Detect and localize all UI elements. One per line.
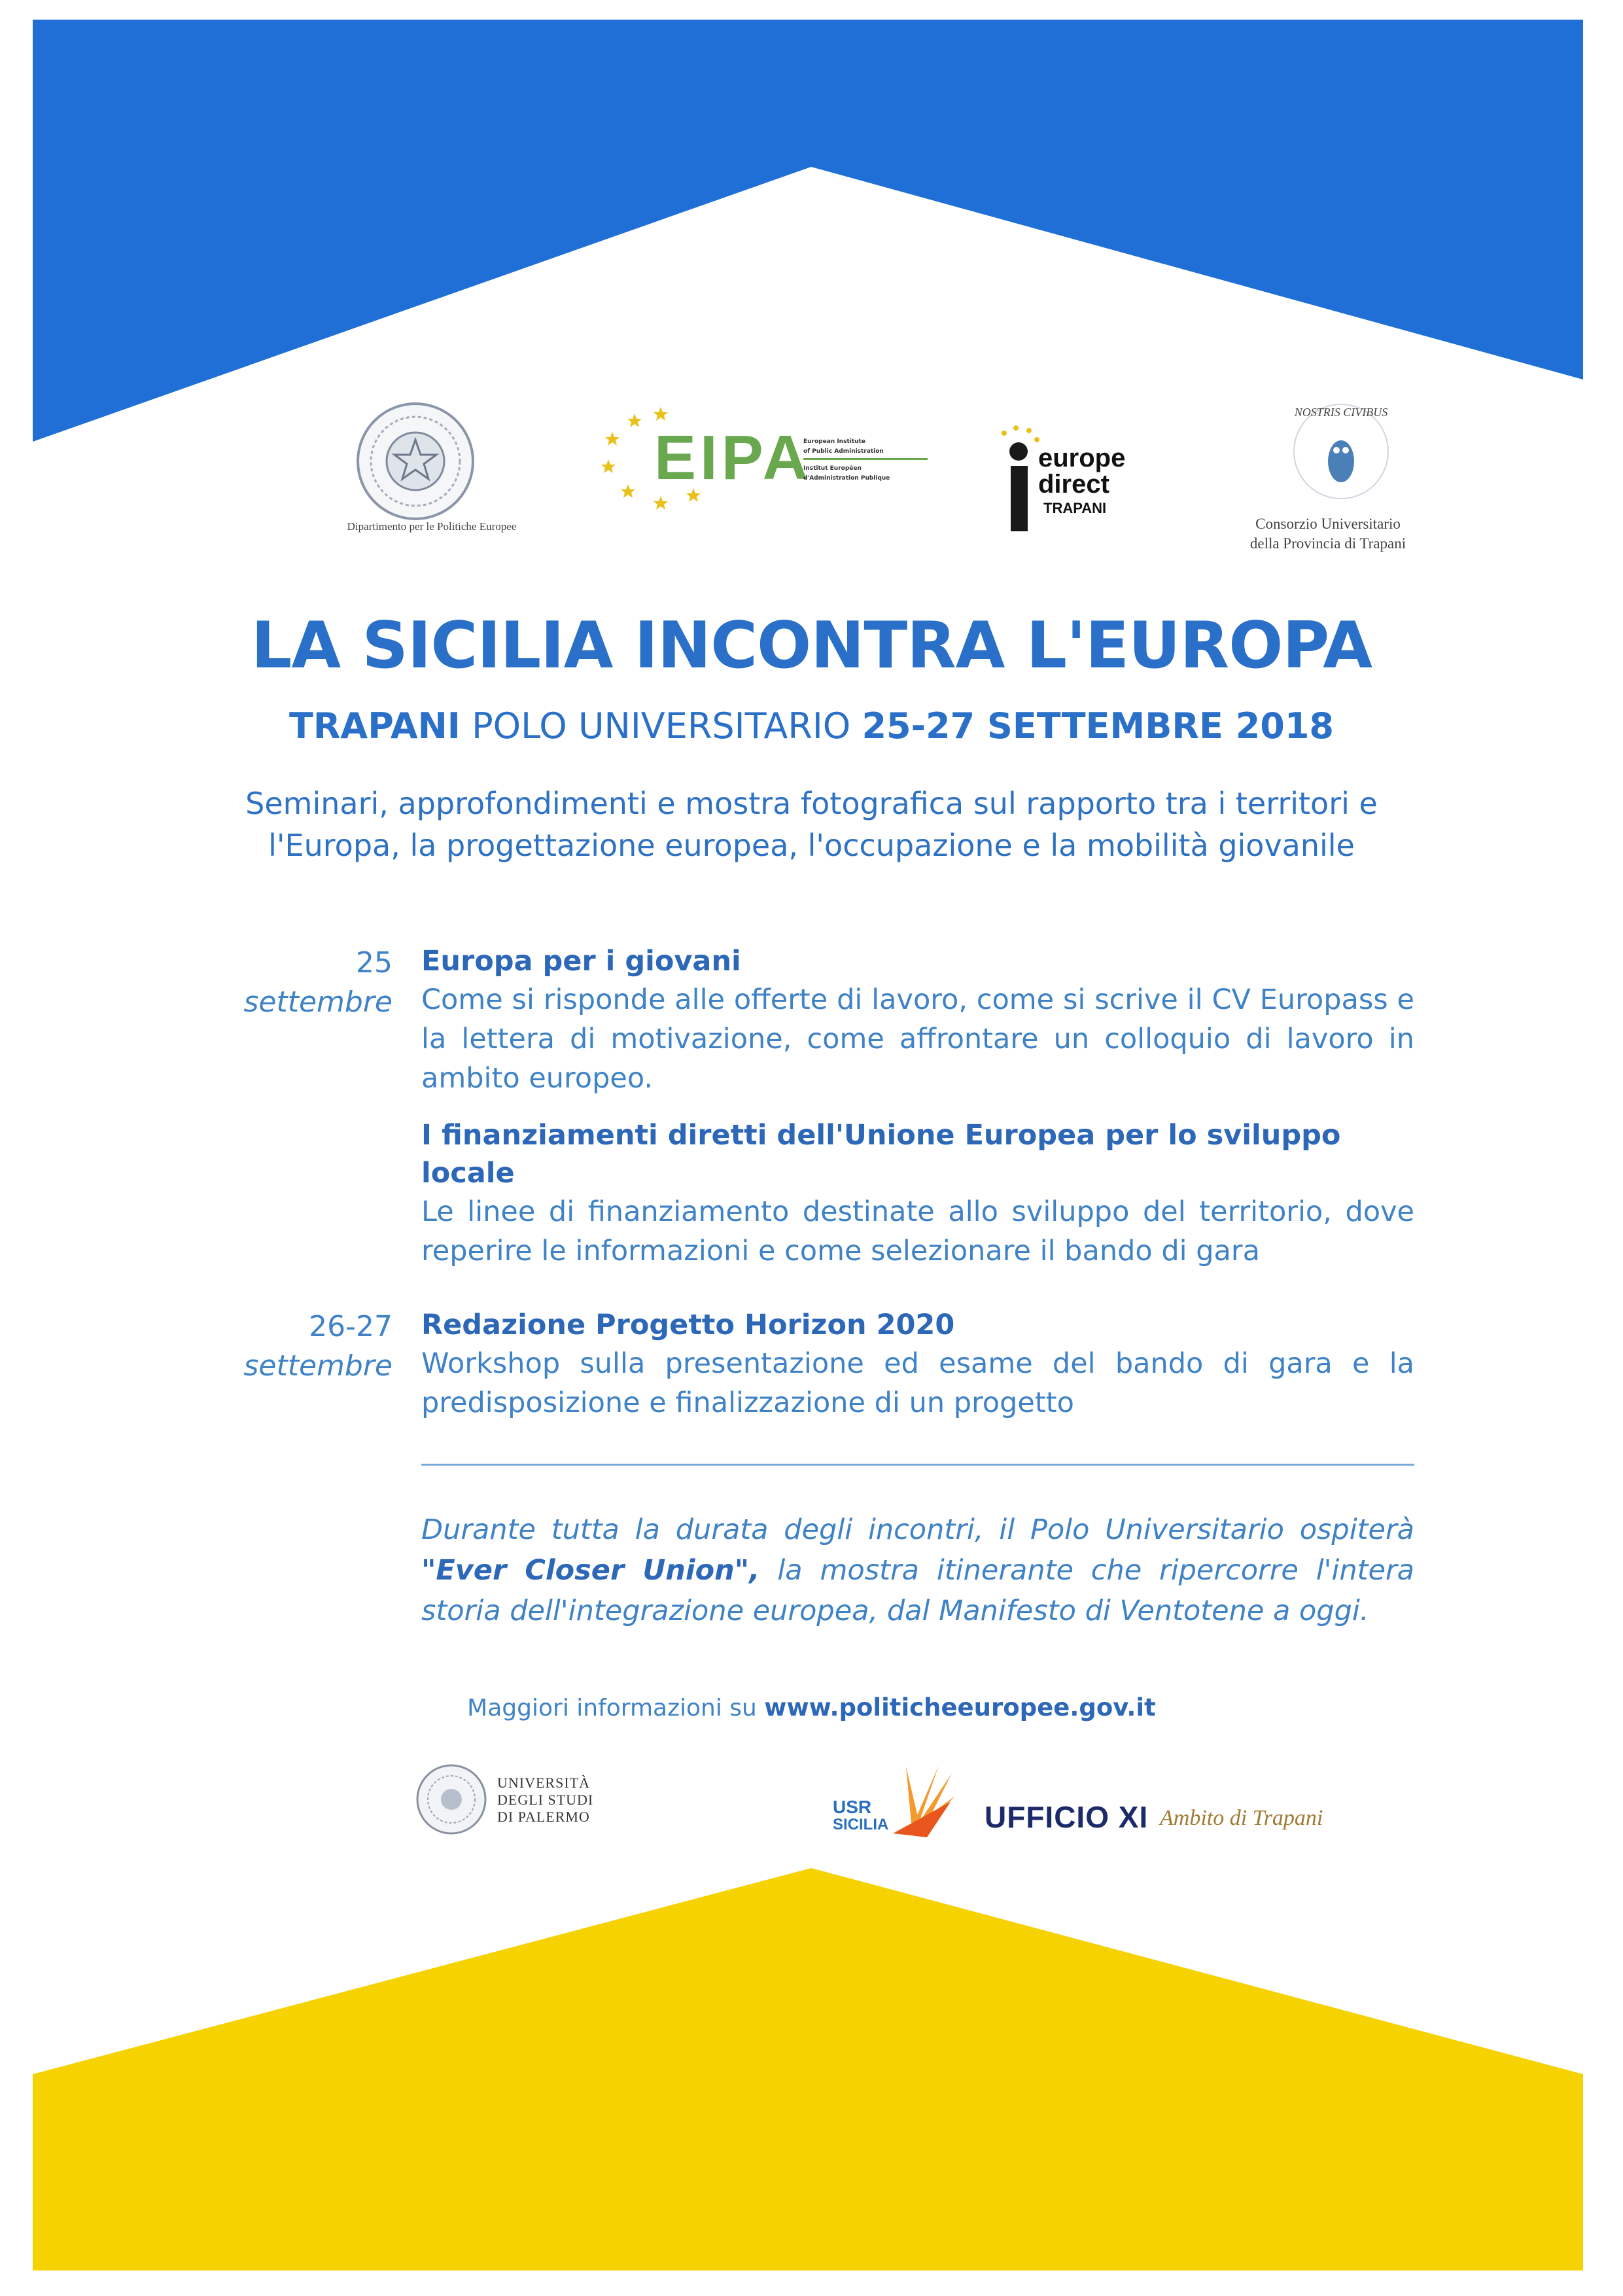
intro-text bbox=[131, 783, 1492, 866]
europe-direct-line1: europe bbox=[1038, 444, 1126, 472]
ambito-label: Ambito di Trapani bbox=[1160, 1806, 1323, 1830]
program-session bbox=[421, 1306, 1414, 1422]
exhibition-note bbox=[421, 1510, 1414, 1631]
program-session bbox=[421, 942, 1414, 1098]
consorzio-motto: NOSTRIS CIVIBUS bbox=[1294, 406, 1388, 419]
date-day: 25 bbox=[356, 946, 393, 980]
date-month: settembre bbox=[243, 1349, 393, 1383]
exhibit-before: Durante tutta la durata degli incontri, il Polo Universitario ospiterà bbox=[421, 1513, 1414, 1546]
exhibit-name: "Ever Closer Union", bbox=[421, 1554, 760, 1587]
ufficio-label: UFFICIO XI bbox=[985, 1800, 1149, 1834]
consorzio-caption-1: Consorzio Universitario bbox=[1255, 516, 1401, 532]
subtitle-city: TRAPANI bbox=[288, 705, 461, 747]
unipa-line: UNIVERSITÀ bbox=[497, 1775, 590, 1791]
europe-direct-line2: direct bbox=[1038, 470, 1109, 499]
eipa-small-line: Institut Européen bbox=[803, 465, 862, 472]
subtitle-dates: 25-27 SETTEMBRE 2018 bbox=[862, 705, 1334, 747]
usr-sicilia-logo bbox=[828, 1760, 1377, 1852]
more-info-label: Maggiori informazioni su bbox=[467, 1695, 757, 1722]
intro-line: l'Europa, la progettazione europea, l'occupazione e la mobilità giovanile bbox=[268, 828, 1355, 863]
consorzio-caption-2: della Provincia di Trapani bbox=[1249, 535, 1406, 552]
dipartimento-logo bbox=[275, 399, 589, 543]
session-title: Europa per i giovani bbox=[421, 945, 741, 978]
more-info bbox=[0, 1693, 1623, 1722]
date-month: settembre bbox=[243, 985, 393, 1019]
unipa-line: DI PALERMO bbox=[497, 1809, 590, 1825]
program-date bbox=[0, 944, 393, 1022]
subtitle bbox=[0, 705, 1623, 747]
university-seal-icon bbox=[412, 1760, 491, 1839]
session-title: I finanziamenti diretti dell'Unione Europea per lo sviluppo locale bbox=[421, 1119, 1341, 1190]
date-day: 26-27 bbox=[309, 1310, 393, 1343]
program-date bbox=[0, 1307, 393, 1386]
info-i-icon bbox=[998, 425, 1043, 543]
unipa-text bbox=[497, 1775, 593, 1826]
eipa-small-line: d'Administration Publique bbox=[803, 475, 890, 482]
dipartimento-caption: Dipartimento per le Politiche Europee bbox=[347, 520, 517, 533]
exhibit-after: la mostra itinerante che ripercorre l'intera storia dell'integrazione europea, dal Manifesto di Ventotene a oggi. bbox=[421, 1554, 1415, 1627]
session-title: Redazione Progetto Horizon 2020 bbox=[421, 1309, 955, 1341]
yellow-bottom-band bbox=[33, 1868, 1583, 2270]
blue-top-band bbox=[33, 20, 1583, 442]
usr-text bbox=[833, 1798, 888, 1833]
consorzio-logo bbox=[1204, 393, 1452, 563]
usr-line2: SICILIA bbox=[833, 1816, 889, 1833]
europe-direct-line3: TRAPANI bbox=[1043, 500, 1107, 516]
italian-emblem-seal-icon bbox=[353, 399, 478, 523]
unipa-logo bbox=[412, 1760, 635, 1845]
eipa-logo bbox=[589, 399, 942, 517]
session-text: Le linee di finanziamento destinate allo sviluppo del territorio, dove reperire le informazioni e come selezionare il bando di gara bbox=[421, 1195, 1414, 1267]
intro-line: Seminari, approfondimenti e mostra fotografica sul rapporto tra i territori e bbox=[245, 786, 1378, 821]
divider bbox=[421, 1464, 1414, 1466]
eipa-wordmark: EIPA bbox=[654, 423, 812, 493]
session-text: Workshop sulla presentazione ed esame del bando di gara e la predisposizione e finalizzazione di un progetto bbox=[421, 1347, 1414, 1419]
europe-direct-logo bbox=[998, 419, 1155, 550]
main-title: LA SICILIA INCONTRA L'EUROPA bbox=[251, 609, 1372, 683]
eipa-small-line: European Institute bbox=[803, 438, 865, 445]
unipa-line: DEGLI STUDI bbox=[497, 1792, 594, 1808]
session-text: Come si risponde alle offerte di lavoro, come si scrive il CV Europass e la lettera di motivazione, come affrontare un colloquio di lavoro in ambito europeo. bbox=[421, 983, 1414, 1095]
usr-line1: USR bbox=[833, 1797, 872, 1817]
eipa-small-text bbox=[803, 437, 934, 484]
subtitle-venue: POLO UNIVERSITARIO bbox=[472, 705, 851, 747]
program-session bbox=[421, 1116, 1414, 1271]
more-info-link[interactable]: www.politicheeuropee.gov.it bbox=[764, 1693, 1156, 1722]
eipa-small-line: of Public Administration bbox=[803, 448, 884, 455]
